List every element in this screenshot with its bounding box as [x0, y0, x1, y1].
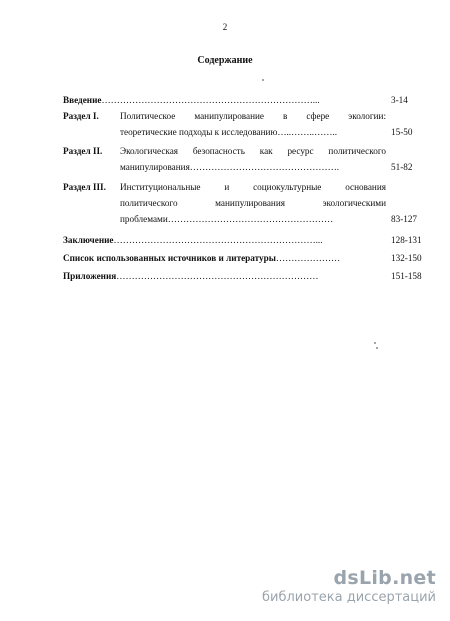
toc-pages: 132-150: [391, 253, 422, 263]
page-title: Содержание: [197, 55, 253, 66]
watermark-logo: dsLib.net: [333, 567, 436, 589]
toc-line: Введение……………………………………………………………...: [63, 95, 320, 105]
scan-speck: [376, 347, 378, 349]
toc-pages: 15-50: [391, 127, 413, 137]
watermark: [262, 567, 436, 605]
toc-line: Заключение…………………………………………………………...: [63, 235, 323, 245]
toc-pages: 151-158: [391, 271, 422, 281]
toc-line: Институциональные и социокультурные основания: [120, 182, 386, 192]
toc-pages: 83-127: [391, 214, 418, 224]
toc-line: Список использованных источников и литературы…………………: [63, 253, 341, 263]
toc-line: теоретические подходы к исследованию…..……..……..: [120, 127, 338, 137]
toc-line: манипулирования………………………………………….: [120, 162, 340, 172]
toc-line: Политическое манипулирование в сфере экологии:: [120, 111, 386, 121]
toc-pages: 51-82: [391, 162, 413, 172]
toc-line: политического манипулирования экологическими: [120, 198, 386, 208]
toc-line: Экологическая безопасность как ресурс политического: [120, 146, 386, 156]
scan-speck: [374, 342, 376, 344]
toc-line: Приложения…………………………………………………………: [63, 271, 319, 281]
scan-speck: [262, 79, 264, 81]
toc-label: Раздел I.: [63, 111, 99, 121]
toc-line: проблемами………………………………………………: [120, 214, 334, 224]
watermark-subtitle: библиотека диссертаций: [262, 590, 436, 605]
page-number: 2: [222, 22, 228, 32]
toc-pages: 3-14: [391, 95, 408, 105]
toc-label: Раздел III.: [63, 182, 106, 192]
toc-pages: 128-131: [391, 235, 422, 245]
toc-label: Раздел II.: [63, 146, 103, 156]
